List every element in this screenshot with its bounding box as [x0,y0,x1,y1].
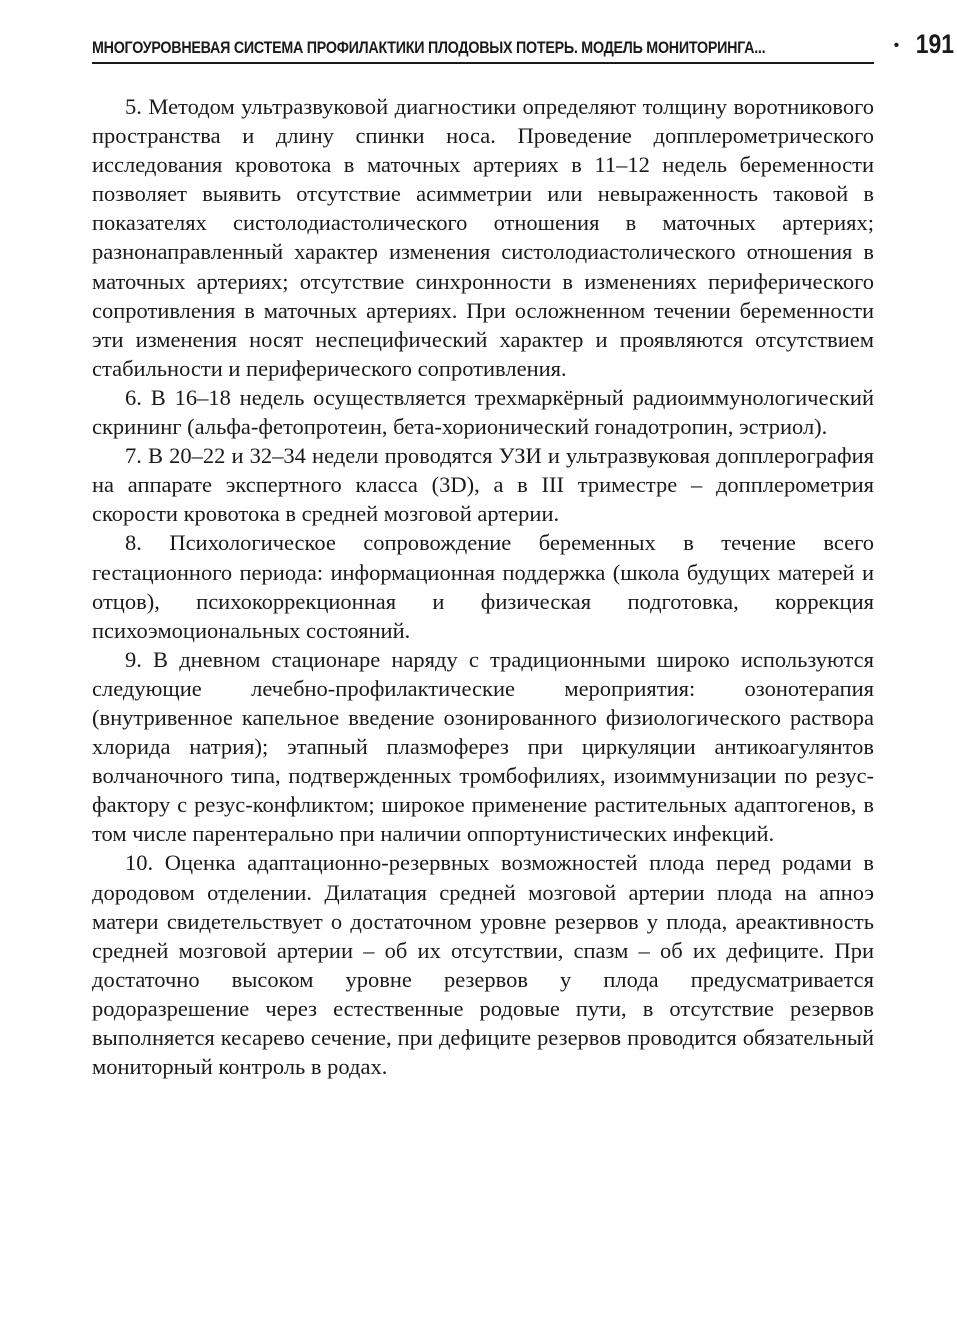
page-number: 191 [915,29,955,59]
bullet-separator: • [893,37,900,54]
paragraph-item-5: 5. Методом ультразвуковой диагностики определяют толщину воротникового пространства и длину спинки носа. Проведение допплерометрического исследования кровотока в маточных артериях в 11–12 недель беременности позволяет выявить отсутствие асимметрии или невыраженность таковой в показателях систолодиастолического отношения в маточных артериях; разнонаправленный характер изменения систолодиастолического отношения в маточных артериях; отсутствие синхронности в изменениях периферического сопротивления в маточных артериях. При осложненном течении беременности эти изменения носят неспецифический характер и проявляются отсутствием стабильности и периферического сопротивления. [92,94,874,381]
paragraph-item-8: 8. Психологическое сопровождение беременных в течение всего гестационного периода: информационная поддержка (школа будущих матерей и отцов), психокоррекционная и физическая подготовка, коррекция психоэмоциональных состояний. [92,530,874,643]
body-text [92,92,874,1081]
paragraph-item-9: 9. В дневном стационаре наряду с традиционными широко используются следующие лечебно-профилактические мероприятия: озонотерапия (внутривенное капельное введение озонированного физиологического раствора хлорида натрия); этапный плазмоферез при циркуляции антикоагулянтов волчаночного типа, подтвержденных тромбофилиях, изоиммунизации по резус-фактору с резус-конфликтом; широкое применение растительных адаптогенов, в том числе парентерально при наличии оппортунистических инфекций. [92,646,874,847]
running-header [92,24,955,64]
header-page-marker [894,31,955,58]
paragraph-item-10: 10. Оценка адаптационно-резервных возможностей плода перед родами в дородовом отделении. Дилатация средней мозговой артерии плода на апноэ матери свидетельствует о достаточном уровне резервов у плода, ареактивность средней мозговой артерии – об их отсутствии, спазм – об их дефиците. При достаточно высоком уровне резервов у плода предусматривается родоразрешение через естественные родовые пути, в отсутствие резервов выполняется кесарево сечение, при дефиците резервов проводится обязательный мониторный контроль в родах. [92,850,874,1080]
paragraph-item-6: 6. В 16–18 недель осуществляется трехмаркёрный радиоиммунологический скрининг (альфа-фетопротеин, бета-хорионический гонадотропин, эстриол). [92,384,874,440]
paragraph-item-7: 7. В 20–22 и 32–34 недели проводятся УЗИ и ультразвуковая допплерография на аппарате экспертного класса (3D), а в III триместре – допплерометрия скорости кровотока в средней мозговой артерии. [92,443,874,527]
running-title: МНОГОУРОВНЕВАЯ СИСТЕМА ПРОФИЛАКТИКИ ПЛОДОВЫХ ПОТЕРЬ. МОДЕЛЬ МОНИТОРИНГА... [92,38,766,57]
